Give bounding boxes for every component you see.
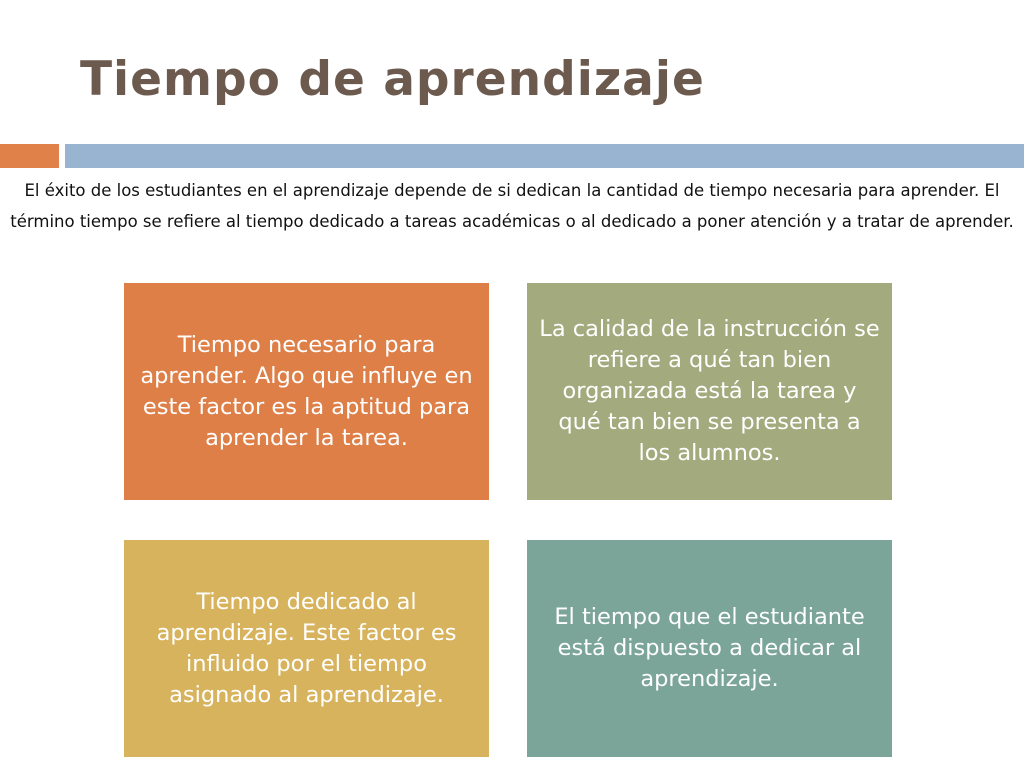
box-time-needed bbox=[124, 283, 489, 500]
slide-title: Tiempo de aprendizaje bbox=[80, 52, 705, 107]
box-student-willingness bbox=[527, 540, 892, 757]
intro-paragraph: El éxito de los estudiantes en el aprendizaje depende de si dedican la cantidad de tiempo necesaria para aprender. El término tiempo se refiere al tiempo dedicado a tareas académicas o al dedicado a poner atención y a tratar de aprender. bbox=[10, 181, 1014, 231]
box-instruction-quality-text: La calidad de la instrucción se refiere a qué tan bien organizada está la tarea y qué tan bien se presenta a los alumnos. bbox=[539, 316, 880, 466]
box-time-needed-text: Tiempo necesario para aprender. Algo que influye en este factor es la aptitud para aprender la tarea. bbox=[140, 331, 473, 451]
box-time-dedicated-text: Tiempo dedicado al aprendizaje. Este factor es influido por el tiempo asignado al aprendizaje. bbox=[156, 588, 457, 708]
accent-bar-orange bbox=[0, 144, 59, 168]
box-instruction-quality bbox=[527, 283, 892, 500]
accent-bar-blue bbox=[65, 144, 1024, 168]
box-time-dedicated bbox=[124, 540, 489, 757]
box-student-willingness-text: El tiempo que el estudiante está dispuesto a dedicar al aprendizaje. bbox=[554, 604, 865, 692]
